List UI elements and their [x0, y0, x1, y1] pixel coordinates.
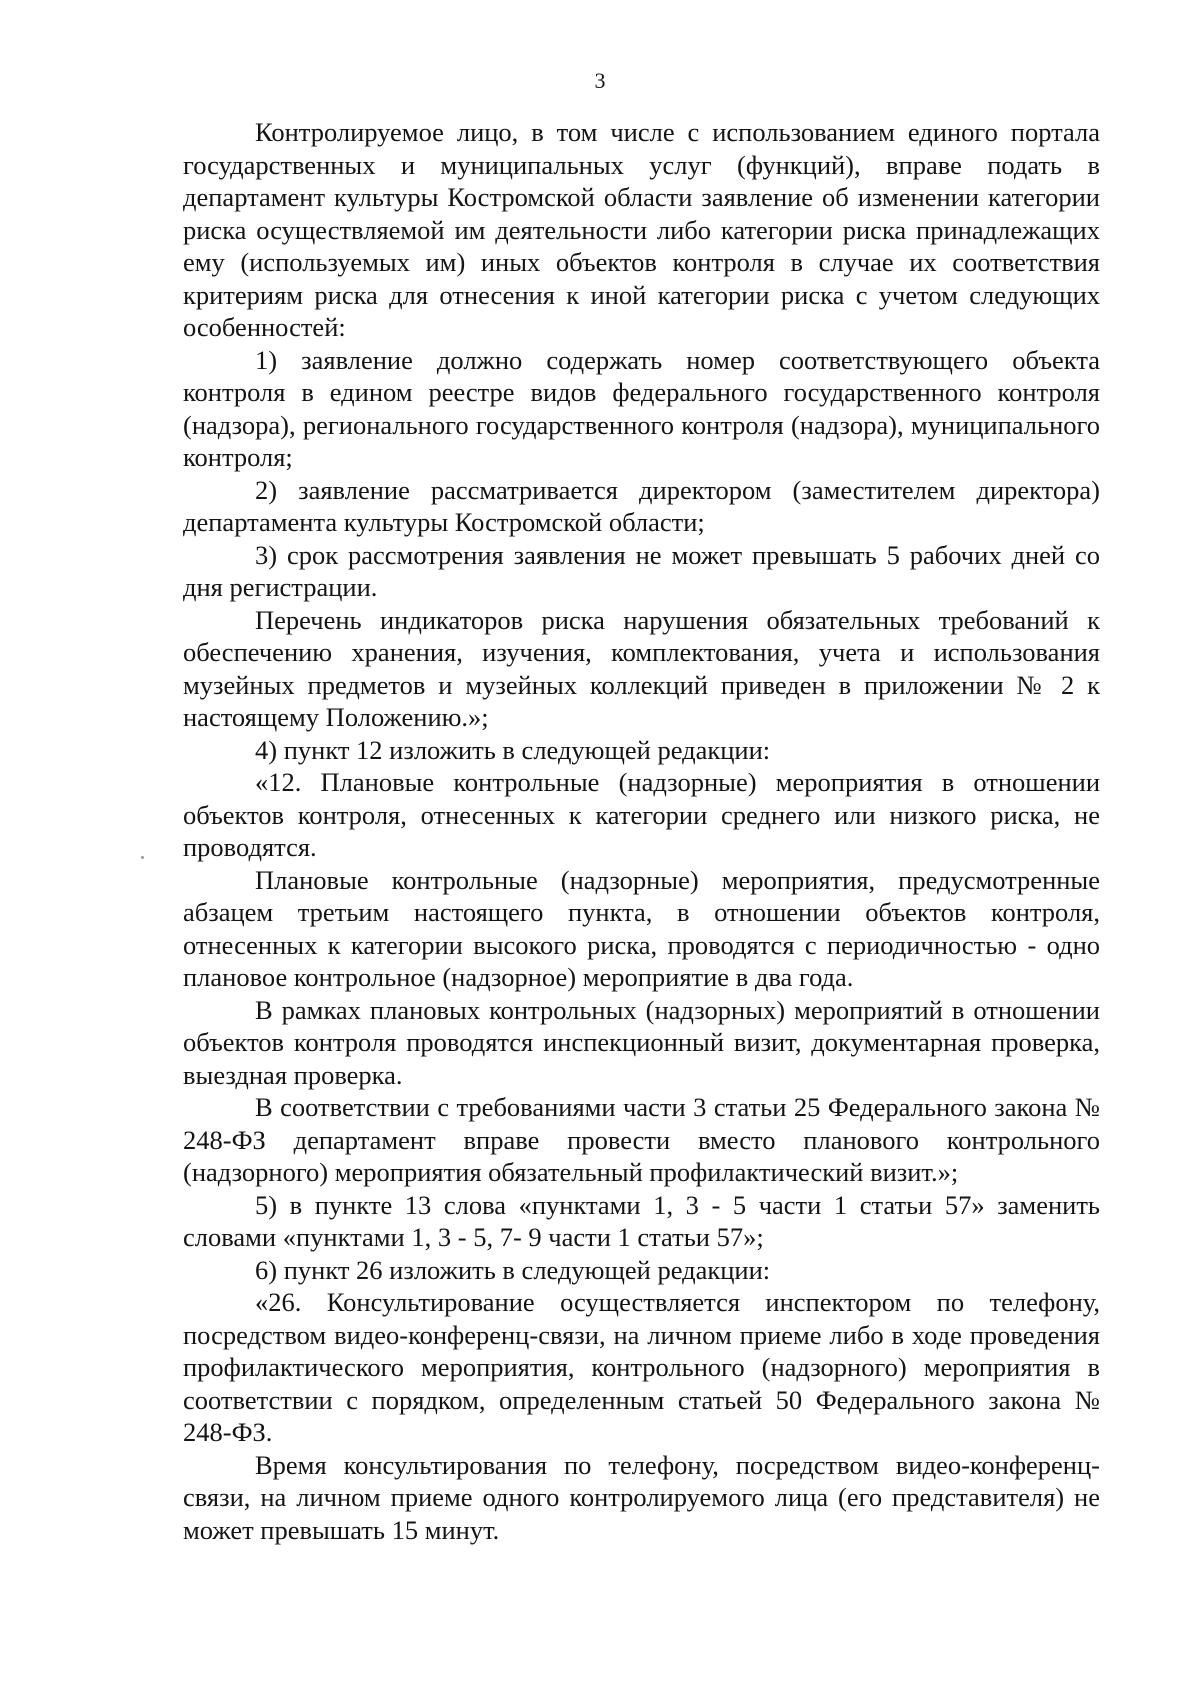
- document-body: [183, 116, 1100, 1546]
- paragraph-risk-indicators: Перечень индикаторов риска нарушения обязательных требований к обеспечению хранения, изучения, комплектования, учета и использования музейных предметов и музейных коллекций приведен в приложении № 2 к настоящему Положению.»;: [183, 604, 1100, 732]
- list-item-3-review-term: 3) срок рассмотрения заявления не может превышать 5 рабочих дней со дня регистрации.: [183, 539, 1100, 602]
- list-item-1-register-number: 1) заявление должно содержать номер соответствующего объекта контроля в едином реестре видов федерального государственного контроля (надзора), регионального государственного контроля (надзора), муниципального контроля;: [183, 344, 1100, 472]
- clause-12-planned-events: «12. Плановые контрольные (надзорные) мероприятия в отношении объектов контроля, отнесенных к категории среднего или низкого риска, не проводятся.: [183, 767, 1100, 862]
- clause-26-consulting: «26. Консультирование осуществляется инспектором по телефону, посредством видео-конференц-связи, на личном приеме либо в ходе проведения профилактического мероприятия, контрольного (надзорного) мероприятия в соответствии с порядком, определенным статьей 50 Федерального закона № 248-ФЗ.: [183, 1287, 1100, 1447]
- paragraph-preventive-visit: В соответствии с требованиями части 3 статьи 25 Федерального закона № 248-ФЗ департамент вправе провести вместо планового контрольного (надзорного) мероприятия обязательный профилактический визит.»;: [183, 1092, 1100, 1187]
- list-item-2-director-review: 2) заявление рассматривается директором (заместителем директора) департамента культуры Костромской области;: [183, 474, 1100, 537]
- page-number: 3: [594, 68, 606, 93]
- paragraph-planned-event-types: В рамках плановых контрольных (надзорных) мероприятий в отношении объектов контроля проводятся инспекционный визит, документарная проверка, выездная проверка.: [183, 994, 1100, 1090]
- paragraph-consulting-time: Время консультирования по телефону, посредством видео-конференц-связи, на личном приеме одного контролируемого лица (его представителя) не может превышать 15 минут.: [183, 1449, 1100, 1545]
- amendment-item-5: 5) в пункте 13 слова «пунктами 1, 3 - 5 части 1 статьи 57» заменить словами «пунктами 1, 3 - 5, 7- 9 части 1 статьи 57»;: [183, 1189, 1100, 1252]
- paragraph-risk-category-change: Контролируемое лицо, в том числе с использованием единого портала государственных и муниципальных услуг (функций), вправе подать в департамент культуры Костромской области заявление об изменении категории риска осуществляемой им деятельности либо категории риска принадлежащих ему (используемых им) иных объектов контроля в случае их соответствия критериям риска для отнесения к иной категории риска с учетом следующих особенностей:: [183, 117, 1100, 342]
- amendment-item-6: 6) пункт 26 изложить в следующей редакции:: [255, 1254, 771, 1285]
- paragraph-high-risk-periodicity: Плановые контрольные (надзорные) мероприятия, предусмотренные абзацем третьим настоящего пункта, в отношении объектов контроля, отнесенных к категории высокого риска, проводятся с периодичностью - одно плановое контрольное (надзорное) мероприятие в два года.: [183, 864, 1100, 992]
- scan-speck: [141, 856, 144, 859]
- amendment-item-4: 4) пункт 12 изложить в следующей редакции:: [255, 734, 771, 765]
